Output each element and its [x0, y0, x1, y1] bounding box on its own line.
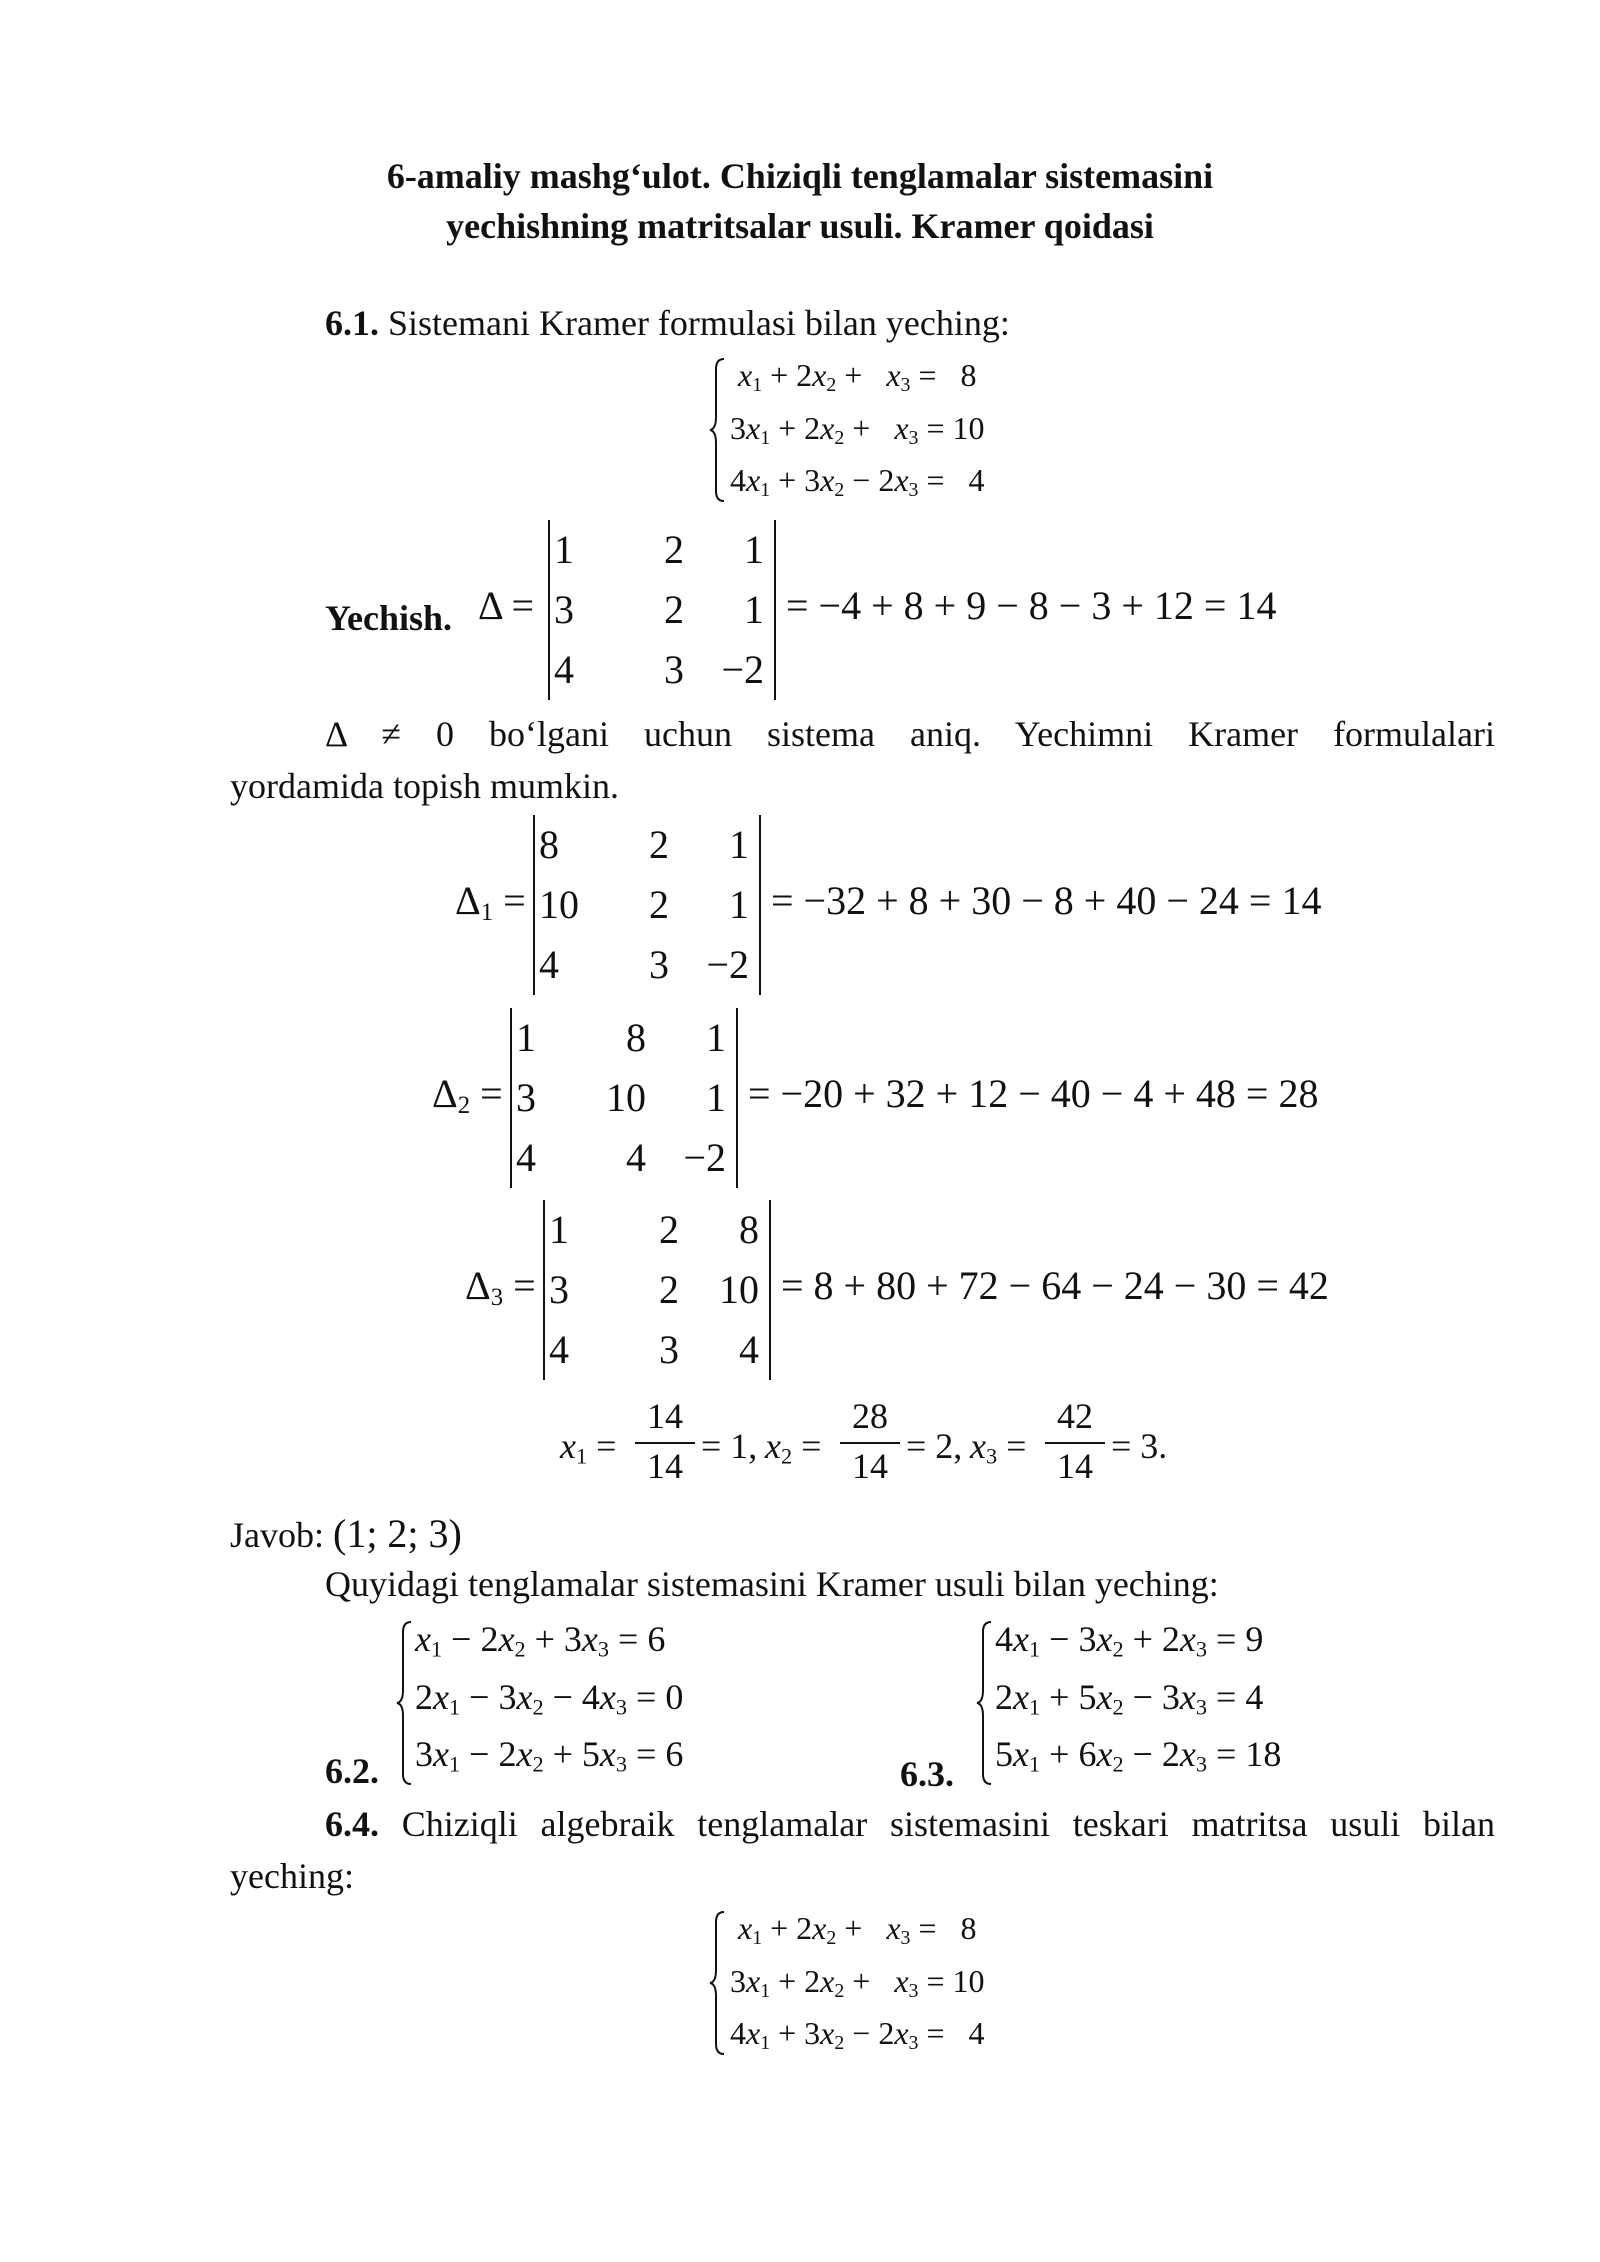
answer — [230, 1510, 462, 1557]
subscript: 2 — [834, 1979, 845, 2002]
delta-symbol: Δ — [455, 878, 481, 923]
fraction-variable — [765, 1425, 821, 1470]
variable: x — [820, 462, 835, 498]
subscript: 1 — [448, 1694, 461, 1720]
determinant-delta-1 — [455, 815, 1322, 995]
determinant-symbol — [478, 582, 534, 629]
subscript: 3 — [1195, 1636, 1208, 1662]
equals-sign: = — [470, 1071, 503, 1116]
matrix-cell: 8 — [539, 822, 559, 867]
matrix-cell: 4 — [539, 942, 559, 987]
brace-icon — [708, 355, 728, 505]
matrix-cell: 3 — [554, 587, 574, 632]
matrix-cell: 4 — [739, 1327, 759, 1372]
delta-note — [325, 713, 1495, 755]
fraction-result: = 1, — [701, 1426, 758, 1466]
determinant-delta-3 — [465, 1200, 1329, 1380]
subscript: 2 — [826, 373, 837, 396]
term: 3 — [730, 1963, 746, 1999]
subscript: 1 — [752, 1926, 763, 1949]
system-row — [995, 1733, 1281, 1778]
matrix-cell: 1 — [729, 822, 749, 867]
delta-symbol: Δ — [432, 1071, 458, 1116]
subscript: 3 — [908, 2031, 919, 2054]
term: + 6 — [1040, 1734, 1097, 1774]
variable: x — [738, 1910, 753, 1946]
term: + 5 — [1040, 1677, 1097, 1717]
variable: x — [812, 357, 827, 393]
subscript: 2 — [1112, 1636, 1124, 1662]
brace-icon — [975, 1618, 995, 1788]
brace-icon — [395, 1618, 415, 1788]
matrix-cell: 2 — [664, 587, 684, 632]
matrix-cell: 4 — [626, 1135, 646, 1180]
system-row — [738, 357, 977, 397]
matrix-left-bar — [510, 1008, 512, 1188]
matrix-cell: 10 — [606, 1075, 646, 1120]
term: − 3 — [1123, 1677, 1180, 1717]
variable: x — [820, 410, 835, 446]
variable: x — [1179, 1619, 1196, 1659]
variable: x — [746, 462, 761, 498]
problem-6-1 — [325, 302, 1010, 344]
term: − 3 — [1040, 1619, 1097, 1659]
variable: x — [746, 2015, 761, 2051]
equals-sign: = — [997, 1426, 1027, 1466]
determinant-symbol — [432, 1070, 503, 1120]
matrix-cell: 4 — [554, 647, 574, 692]
term: + 2 — [762, 357, 813, 393]
variable: x — [1179, 1677, 1196, 1717]
term: − 2 — [844, 462, 895, 498]
numerator: 14 — [647, 1396, 683, 1436]
subscript: 1 — [575, 1443, 588, 1469]
term: = 8 — [910, 1910, 977, 1946]
term: + 3 — [770, 462, 821, 498]
matrix-right-bar — [759, 815, 761, 995]
variable: x — [970, 1426, 986, 1466]
term: 3 — [730, 410, 746, 446]
matrix-cell: −2 — [683, 1135, 726, 1180]
fraction-result: = 2, — [906, 1426, 963, 1466]
problem-text: Chiziqli algebraik tenglamalar sistemasini teskari matritsa usuli bilan — [401, 1804, 1495, 1844]
variable: x — [738, 357, 753, 393]
subscript: 2 — [532, 1694, 544, 1720]
denominator: 14 — [852, 1446, 888, 1486]
equals-sign: = — [501, 583, 535, 628]
variable: x — [581, 1619, 598, 1659]
subscript: 3 — [908, 478, 919, 501]
term: = 0 — [627, 1677, 684, 1717]
matrix-cell: 3 — [659, 1327, 679, 1372]
variable: x — [886, 357, 901, 393]
variable: x — [516, 1734, 533, 1774]
subscript: 2 — [834, 426, 845, 449]
subscript: 1 — [1028, 1636, 1041, 1662]
subscript: 1 — [760, 478, 771, 501]
variable: x — [1096, 1619, 1113, 1659]
delta-symbol: Δ — [478, 583, 502, 628]
variable: x — [1096, 1677, 1113, 1717]
matrix-cell: 1 — [706, 1015, 726, 1060]
subscript: 3 — [615, 1751, 628, 1777]
equals-sign: = — [792, 1426, 822, 1466]
numerator: 28 — [852, 1396, 888, 1436]
term: + — [844, 410, 895, 446]
matrix-cell: 8 — [626, 1015, 646, 1060]
subscript: 1 — [1028, 1694, 1041, 1720]
variable: x — [820, 1963, 835, 1999]
subscript: 3 — [597, 1636, 610, 1662]
term: 2 — [415, 1677, 433, 1717]
solution-label: Yechish. — [325, 598, 453, 638]
term: − 3 — [460, 1677, 517, 1717]
determinant-symbol — [465, 1262, 536, 1312]
variable: x — [746, 410, 761, 446]
equals-sign: = — [493, 878, 526, 923]
subscript: 3 — [908, 426, 919, 449]
subscript: 1 — [760, 426, 771, 449]
exercise-intro: Quyidagi tenglamalar sistemasini Kramer usuli bilan yeching: — [325, 1564, 1219, 1604]
variable: x — [1179, 1734, 1196, 1774]
delta-nonzero: Δ ≠ 0 — [325, 714, 454, 754]
term: 5 — [995, 1734, 1013, 1774]
term: + — [844, 1963, 895, 1999]
system-row — [730, 410, 985, 450]
term: = 10 — [918, 1963, 985, 1999]
term: = 8 — [910, 357, 977, 393]
variable: x — [886, 1910, 901, 1946]
fraction-bar — [635, 1442, 695, 1444]
subscript: 3 — [615, 1694, 628, 1720]
brace-icon — [708, 1908, 728, 2058]
subscript: 2 — [1112, 1751, 1124, 1777]
term: = 6 — [627, 1734, 684, 1774]
term: 4 — [730, 462, 746, 498]
matrix-cell: 1 — [744, 587, 764, 632]
term: 3 — [415, 1734, 433, 1774]
denominator: 14 — [647, 1446, 683, 1486]
problem-6-4-line2: yeching: — [230, 1856, 354, 1896]
system-row — [995, 1618, 1263, 1663]
term: + 3 — [525, 1619, 582, 1659]
fraction-result: = 3. — [1111, 1426, 1168, 1466]
term: 4 — [730, 2015, 746, 2051]
system-row — [415, 1618, 665, 1663]
subscript: 2 — [514, 1636, 526, 1662]
term: = 18 — [1207, 1734, 1282, 1774]
answer-label: Javob: — [230, 1515, 324, 1555]
variable: x — [560, 1426, 576, 1466]
subscript: 1 — [448, 1751, 461, 1777]
matrix-cell: 1 — [729, 882, 749, 927]
term: − 2 — [442, 1619, 499, 1659]
variable: x — [894, 1963, 909, 1999]
determinant-delta — [478, 520, 1277, 700]
variable: x — [1096, 1734, 1113, 1774]
term: 4 — [995, 1619, 1013, 1659]
variable: x — [1013, 1619, 1029, 1659]
subscript: 3 — [490, 1284, 504, 1312]
term: + 2 — [770, 410, 821, 446]
term: = 4 — [918, 2015, 985, 2051]
term: + — [836, 357, 887, 393]
matrix-cell: 1 — [744, 527, 764, 572]
determinant-expression: = 8 + 80 + 72 − 64 − 24 − 30 = 42 — [781, 1263, 1329, 1308]
matrix-cell: 2 — [664, 527, 684, 572]
determinant-expression: = −4 + 8 + 9 − 8 − 3 + 12 = 14 — [786, 583, 1277, 628]
subscript: 2 — [834, 2031, 845, 2054]
page-title-line2: yechishning matritsalar usuli. Kramer qoidasi — [446, 206, 1154, 246]
term: − 2 — [1123, 1734, 1180, 1774]
determinant-symbol — [455, 877, 526, 927]
subscript: 1 — [480, 899, 494, 927]
variable: x — [820, 2015, 835, 2051]
delta-note-line2: yordamida topish mumkin. — [230, 766, 619, 806]
subscript: 1 — [760, 2031, 771, 2054]
subscript: 1 — [430, 1636, 443, 1662]
matrix-cell: 4 — [516, 1135, 536, 1180]
term: = 9 — [1207, 1619, 1264, 1659]
term: = 4 — [918, 462, 985, 498]
variable: x — [894, 462, 909, 498]
problem-number: 6.1. — [325, 303, 379, 343]
numerator: 42 — [1057, 1396, 1093, 1436]
subscript: 3 — [900, 1926, 911, 1949]
term: + 2 — [1123, 1619, 1180, 1659]
term: − 4 — [543, 1677, 600, 1717]
solution-fractions — [560, 1395, 1180, 1495]
variable: x — [599, 1734, 616, 1774]
problem-6-4 — [325, 1803, 1495, 1845]
variable: x — [498, 1619, 515, 1659]
matrix-cell: 2 — [649, 822, 669, 867]
matrix-cell: −2 — [706, 942, 749, 987]
variable: x — [765, 1426, 781, 1466]
matrix-right-bar — [769, 1200, 771, 1380]
term: = 6 — [609, 1619, 666, 1659]
system-row — [730, 2015, 985, 2055]
problem-number: 6.4. — [325, 1804, 379, 1844]
matrix-cell: 10 — [719, 1267, 759, 1312]
matrix-cell: 3 — [649, 942, 669, 987]
delta-note-text: bo‘lgani uchun sistema aniq. Yechimni Kramer formulalari — [489, 714, 1495, 754]
term: − 2 — [460, 1734, 517, 1774]
variable: x — [599, 1677, 616, 1717]
system-row — [730, 462, 985, 502]
variable: x — [516, 1677, 533, 1717]
exercise-6-2-number: 6.2. — [325, 1751, 379, 1791]
exercise-6-3-number: 6.3. — [900, 1754, 954, 1794]
term: 2 — [995, 1677, 1013, 1717]
matrix-cell: 8 — [739, 1207, 759, 1252]
equals-sign: = — [587, 1426, 617, 1466]
subscript: 3 — [1195, 1751, 1208, 1777]
problem-text: Sistemani Kramer formulasi bilan yeching: — [388, 303, 1010, 343]
term: + 5 — [543, 1734, 600, 1774]
subscript: 2 — [780, 1443, 793, 1469]
matrix-cell: 3 — [549, 1267, 569, 1312]
term: + 2 — [770, 1963, 821, 1999]
subscript: 3 — [900, 373, 911, 396]
system-row — [415, 1676, 683, 1721]
subscript: 1 — [752, 373, 763, 396]
subscript: 2 — [1112, 1694, 1124, 1720]
variable: x — [746, 1963, 761, 1999]
denominator: 14 — [1057, 1446, 1093, 1486]
matrix-cell: 10 — [539, 882, 579, 927]
matrix-cell: 4 — [549, 1327, 569, 1372]
matrix-right-bar — [774, 520, 776, 700]
matrix-cell: 1 — [516, 1015, 536, 1060]
term: + 3 — [770, 2015, 821, 2051]
matrix-left-bar — [543, 1200, 545, 1380]
subscript: 3 — [985, 1443, 998, 1469]
term: + — [836, 1910, 887, 1946]
determinant-expression: = −20 + 32 + 12 − 40 − 4 + 48 = 28 — [748, 1071, 1319, 1116]
term: = 4 — [1207, 1677, 1264, 1717]
matrix-cell: 2 — [659, 1207, 679, 1252]
fraction-bar — [840, 1442, 900, 1444]
subscript: 3 — [1195, 1694, 1208, 1720]
matrix-cell: −2 — [721, 647, 764, 692]
variable: x — [433, 1734, 449, 1774]
subscript: 2 — [834, 478, 845, 501]
fraction-variable — [970, 1425, 1026, 1470]
system-row — [730, 1963, 985, 2003]
term: − 2 — [844, 2015, 895, 2051]
matrix-cell: 3 — [664, 647, 684, 692]
equals-sign: = — [503, 1263, 536, 1308]
matrix-cell: 1 — [549, 1207, 569, 1252]
page-title-line1: 6-amaliy mashg‘ulot. Chiziqli tenglamalar sistemasini — [386, 156, 1214, 196]
subscript: 1 — [1028, 1751, 1041, 1777]
matrix-cell: 3 — [516, 1075, 536, 1120]
matrix-cell: 1 — [554, 527, 574, 572]
matrix-cell: 2 — [649, 882, 669, 927]
variable: x — [415, 1619, 431, 1659]
matrix-cell: 1 — [706, 1075, 726, 1120]
variable: x — [1013, 1677, 1029, 1717]
subscript: 2 — [826, 1926, 837, 1949]
delta-symbol: Δ — [465, 1263, 491, 1308]
variable: x — [894, 410, 909, 446]
system-row — [995, 1676, 1263, 1721]
subscript: 2 — [457, 1092, 471, 1120]
fraction-bar — [1045, 1442, 1105, 1444]
variable: x — [812, 1910, 827, 1946]
answer-value: (1; 2; 3) — [333, 1511, 462, 1556]
variable: x — [894, 2015, 909, 2051]
subscript: 1 — [760, 1979, 771, 2002]
variable: x — [1013, 1734, 1029, 1774]
term: = 10 — [918, 410, 985, 446]
determinant-delta-2 — [432, 1008, 1332, 1188]
fraction-variable — [560, 1425, 616, 1470]
matrix-cell: 2 — [659, 1267, 679, 1312]
system-row — [415, 1733, 683, 1778]
subscript: 2 — [532, 1751, 544, 1777]
term: + 2 — [762, 1910, 813, 1946]
determinant-expression: = −32 + 8 + 30 − 8 + 40 − 24 = 14 — [771, 878, 1322, 923]
variable: x — [433, 1677, 449, 1717]
matrix-right-bar — [736, 1008, 738, 1188]
system-row — [738, 1910, 977, 1950]
subscript: 3 — [908, 1979, 919, 2002]
matrix-left-bar — [533, 815, 535, 995]
matrix-left-bar — [548, 520, 550, 700]
